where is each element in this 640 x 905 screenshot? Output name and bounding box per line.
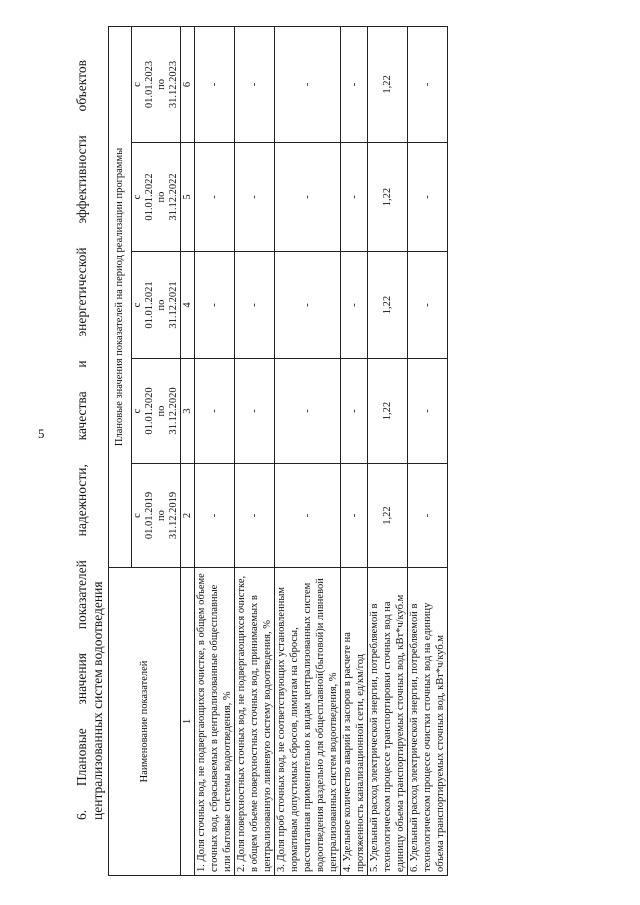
indicator-name: 2. Доля поверхностных сточных вод, не подвергающихся очистке, в общем объеме поверхностных сточных вод, принимаемых в централизованную ливневую систему водоотведения, %	[235, 568, 275, 876]
table-row	[275, 26, 341, 875]
indicator-value: -	[341, 143, 368, 252]
heading-line-1: 6. Плановые значения показателей надежности, качества и энергетической эффективности объектов	[74, 60, 89, 820]
period-header: с 01.01.2020 по 31.12.2020	[132, 359, 181, 464]
indicator-name: 5. Удельный расход электрической энергии, потребляемой в технологическом процессе транспортировки сточных вод на единицу объема транспортируемых сточных вод, кВт*ч/куб.м	[368, 568, 408, 876]
indicator-name: 1. Доля сточных вод, не подвергающихся очистке, в общем объеме сточных вод, сбрасываемых в централизованные общесплавные или бытовые системы водоотведения, %	[195, 568, 235, 876]
heading-line-2: централизованных систем водоотведения	[90, 581, 105, 820]
indicator-name: 6. Удельный расход электрической энергии, потребляемой в технологическом процессе очистки сточных вод на единицу объема транспортируемых сточных вод, кВт*ч/куб.м	[408, 568, 448, 876]
section-heading	[74, 60, 106, 820]
table-row	[368, 26, 408, 875]
indicator-name: 3. Доля проб сточных вод, не соответствующих установленным нормативам допустимых сбросов, лимитам на сбросы, рассчитанная применительно к видам централизованных систем водоотведения раздельно для общесплавной(бытовой)и ливневой централизованных систем водоотведения, %	[275, 568, 341, 876]
indicator-value: -	[195, 359, 235, 464]
period-header: с 01.01.2023 по 31.12.2023	[132, 26, 181, 142]
indicator-value: -	[195, 26, 235, 142]
period-header: с 01.01.2019 по 31.12.2019	[132, 464, 181, 568]
indicator-value: 1,22	[368, 359, 408, 464]
table-row	[195, 26, 235, 875]
indicator-value: 1,22	[368, 464, 408, 568]
indicator-value: -	[408, 143, 448, 252]
column-number-row	[181, 26, 195, 875]
indicator-value: -	[235, 143, 275, 252]
column-number: 5	[181, 143, 195, 252]
column-number: 6	[181, 26, 195, 142]
indicator-value: -	[195, 143, 235, 252]
indicator-value: -	[408, 359, 448, 464]
indicator-value: -	[235, 26, 275, 142]
indicator-value: -	[408, 464, 448, 568]
indicator-value: -	[275, 26, 341, 142]
period-header: с 01.01.2022 по 31.12.2022	[132, 143, 181, 252]
indicators-table	[108, 26, 448, 876]
indicator-name-header: Наименование показателей	[109, 568, 181, 876]
header-row-1	[109, 26, 132, 875]
period-header: с 01.01.2021 по 31.12.2021	[132, 252, 181, 359]
indicator-value: -	[341, 359, 368, 464]
indicator-value: -	[275, 143, 341, 252]
table-row	[341, 26, 368, 875]
table-row	[408, 26, 448, 875]
column-number: 4	[181, 252, 195, 359]
indicator-value: -	[235, 464, 275, 568]
indicator-value: -	[408, 26, 448, 142]
indicator-value: -	[195, 464, 235, 568]
indicator-value: -	[195, 252, 235, 359]
table-row	[235, 26, 275, 875]
indicator-value: -	[341, 26, 368, 142]
indicator-value: -	[235, 252, 275, 359]
indicator-value: 1,22	[368, 143, 408, 252]
indicator-value: -	[408, 252, 448, 359]
indicator-value: 1,22	[368, 252, 408, 359]
indicator-value: -	[235, 359, 275, 464]
indicator-value: -	[341, 464, 368, 568]
column-number: 1	[181, 568, 195, 876]
plan-values-header: Плановые значения показателей на период реализации программы	[109, 26, 132, 567]
indicator-name: 4. Удельное количество аварий и засоров в расчете на протяженность канализационной сети, ед/км/год	[341, 568, 368, 876]
indicator-value: -	[275, 464, 341, 568]
indicator-value: -	[275, 359, 341, 464]
page-number: 5	[38, 426, 45, 441]
indicator-value: -	[341, 252, 368, 359]
indicator-value: 1,22	[368, 26, 408, 142]
indicator-value: -	[275, 252, 341, 359]
column-number: 2	[181, 464, 195, 568]
column-number: 3	[181, 359, 195, 464]
